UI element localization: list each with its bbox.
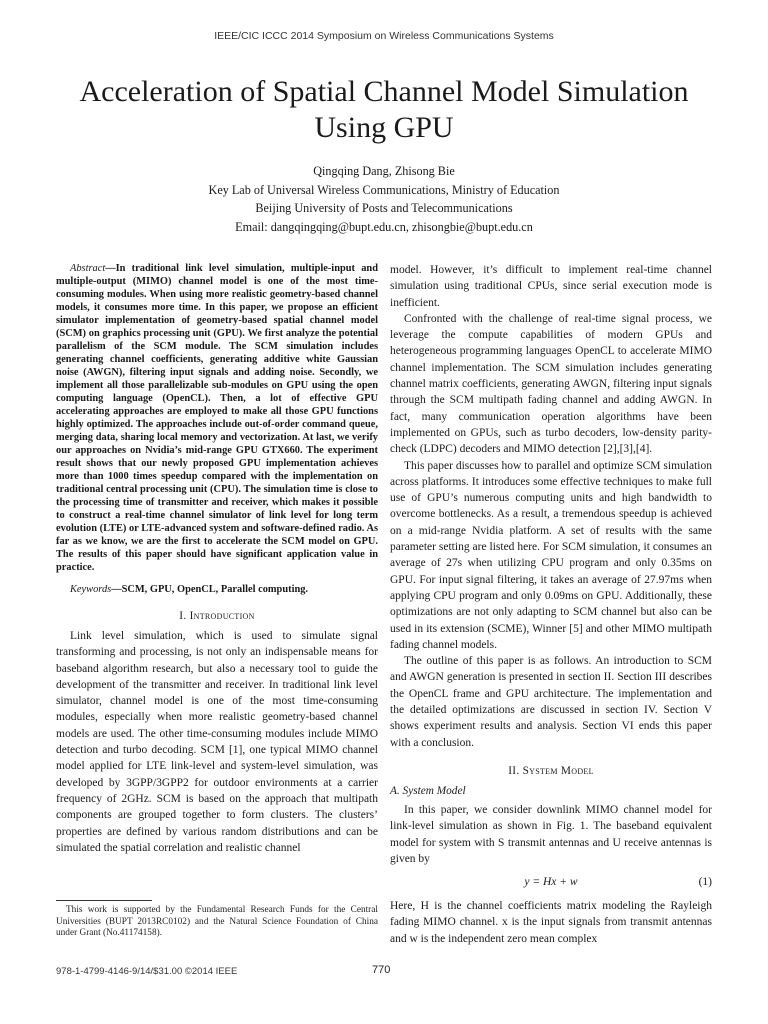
paragraph-contributions: This paper discusses how to parallel and optimize SCM simulation across platforms. It introduces some effective techniques to make full use of GPU’s numerous computing units and high bandwidth to overcome bottlenecks. As a result, a tremendous speedup is achieved on a mid-range Nvidia platform. A set of results with the same parameter setting are listed here. For SCM simulation, it consumes an average of 27s when utilizing CPU program and only 0.35ms on GPU. For input signal filtering, it takes an average of 27.97ms when applying CPU program and only 0.09ms on GPU. Additionally, these optimizations are not only adapting to SCM channel but also can be used in its extension (SCME), Winner [5] and other MIMO multipath fading channel models.: [390, 459, 712, 651]
author-names: Qingqing Dang, Zhisong Bie: [313, 164, 455, 178]
paragraph-system-model: In this paper, we consider downlink MIMO channel model for link-level simulation as shown in Fig. 1. The baseband equivalent model for system with S transmit antennas and U receive antennas is given by: [390, 803, 712, 865]
introduction-paragraph: Link level simulation, which is used to simulate signal transforming and processing, is not only an indispensable means for baseband algorithm research, but also a necessary tool to guide the development of the transmitter and receiver. In traditional link level simulator, channel model is one of the most time-consuming modules, especially when more realistic geometry-based channel models are used. The other time-consuming modules include MIMO detection and turbo decoding. SCM [1], one typical MIMO channel model applied for LTE link-level and system-level simulation, was developed by 3GPP/3GPP2 for outdoor environments at a carrier frequency of 2GHz. SCM is based on the approach that multipath components are grouped together to form clusters. The clusters’ properties are defined by various random distributions and can be simulated the spatial correlation and realistic channel: [56, 630, 378, 854]
author-email: Email: dangqingqing@bupt.edu.cn, zhisongbie@bupt.edu.cn: [235, 219, 533, 234]
footnote-divider: [56, 900, 152, 901]
equation-1: [390, 872, 712, 892]
equation-number: (1): [698, 876, 712, 889]
abstract-label: Abstract: [70, 263, 106, 274]
funding-footnote: This work is supported by the Fundamental Research Funds for the Central Universities (BUPT 2013RC0102) and the Natural Science Foundation of China under Grant (No.41174158).: [56, 905, 378, 939]
right-column: [390, 262, 712, 947]
left-column: [56, 262, 378, 856]
page-number: 770: [372, 964, 391, 976]
keywords-text: —SCM, GPU, OpenCL, Parallel computing.: [111, 584, 309, 595]
subsection-heading-system-model: A. System Model: [390, 784, 466, 797]
title-line-2: Using GPU: [314, 111, 454, 144]
title-line-1: Acceleration of Spatial Channel Model Simulation: [79, 75, 689, 108]
paragraph-outline: The outline of this paper is as follows. An introduction to SCM and AWGN generation is presented in section II. Section III describes the OpenCL frame and GPU architecture. The implementation and the detailed optimizations are discussed in section IV. Section V shows experiment results and analysis. Section VI ends this paper with a conclusion.: [390, 655, 712, 749]
author-block: [0, 162, 768, 236]
paragraph-channel-matrix: Here, H is the channel coefficients matrix modeling the Rayleigh fading MIMO channel. x is the input signals from transmit antennas and w is the independent zero mean complex: [390, 900, 712, 945]
equation-body: y = Hx + w: [524, 876, 578, 889]
section-heading-system-model: II. System Model: [508, 764, 594, 777]
paragraph-challenge: Confronted with the challenge of real-time signal process, we leverage the compute capabilities of modern GPUs and heterogeneous programming languages OpenCL to accelerate MIMO channel implementation. The SCM simulation includes generating channel matrix coefficients, generating AWGN, filtering input signals through the SCM multipath fading channel and adding AWGN. In fact, many communication operation algorithms have been implemented on GPUs, such as turbo decoders, low-density parity-check (LDPC) decoders and MIMO detection [2],[3],[4].: [390, 312, 712, 456]
section-heading-introduction: I. Introduction: [179, 610, 255, 622]
keywords: [56, 583, 378, 596]
copyright-notice: 978-1-4799-4146-9/14/$31.00 ©2014 IEEE: [56, 966, 238, 977]
abstract: [56, 262, 378, 574]
paper-title: [40, 74, 728, 146]
conference-header: IEEE/CIC ICCC 2014 Symposium on Wireless Communications Systems: [214, 30, 554, 42]
paragraph-continued: model. However, it’s difficult to implement real-time channel simulation using traditional CPUs, since serial execution mode is inefficient.: [390, 264, 712, 309]
affiliation-line-1: Key Lab of Universal Wireless Communications, Ministry of Education: [208, 182, 560, 197]
abstract-text: —In traditional link level simulation, multiple-input and multiple-output (MIMO) channel model is one of the most time-consuming modules. When using more realistic geometry-based channel models, it consumes more time. In this paper, we propose an efficient simulator implementation of geometry-based spatial channel model (SCM) on graphics processing unit (GPU). We first analyze the potential parallelism of the SCM module. The SCM simulation includes generating channel coefficients, generating additive white Gaussian noise (AWGN), filtering input signals and adding noise. Secondly, we implement all those parallelizable sub-modules on GPU using the open computing language (OpenCL). Then, a lot of effective GPU accelerating approaches are employed to make all those GPU functions highly optimized. The approaches include out-of-order command queue, merging data, sharing local memory and vectorization. At last, we verify our approaches on Nvidia’s mid-range GPU GTX660. The experiment result shows that our newly proposed GPU implementation achieves more than 1000 times speedup compared with the implementation on traditional central processing unit (CPU). The simulation time is close to the processing time of transmitter and receiver, which makes it possible to construct a real-time channel simulator of link level for long term evolution (LTE) or LTE-advanced system and software-defined radio. As far as we know, we are the first to accelerate the SCM model on GPU. The results of this paper should have significant application value in practice.: [56, 263, 378, 573]
affiliation-line-2: Beijing University of Posts and Telecommunications: [255, 201, 513, 216]
keywords-label: Keywords: [70, 584, 112, 595]
